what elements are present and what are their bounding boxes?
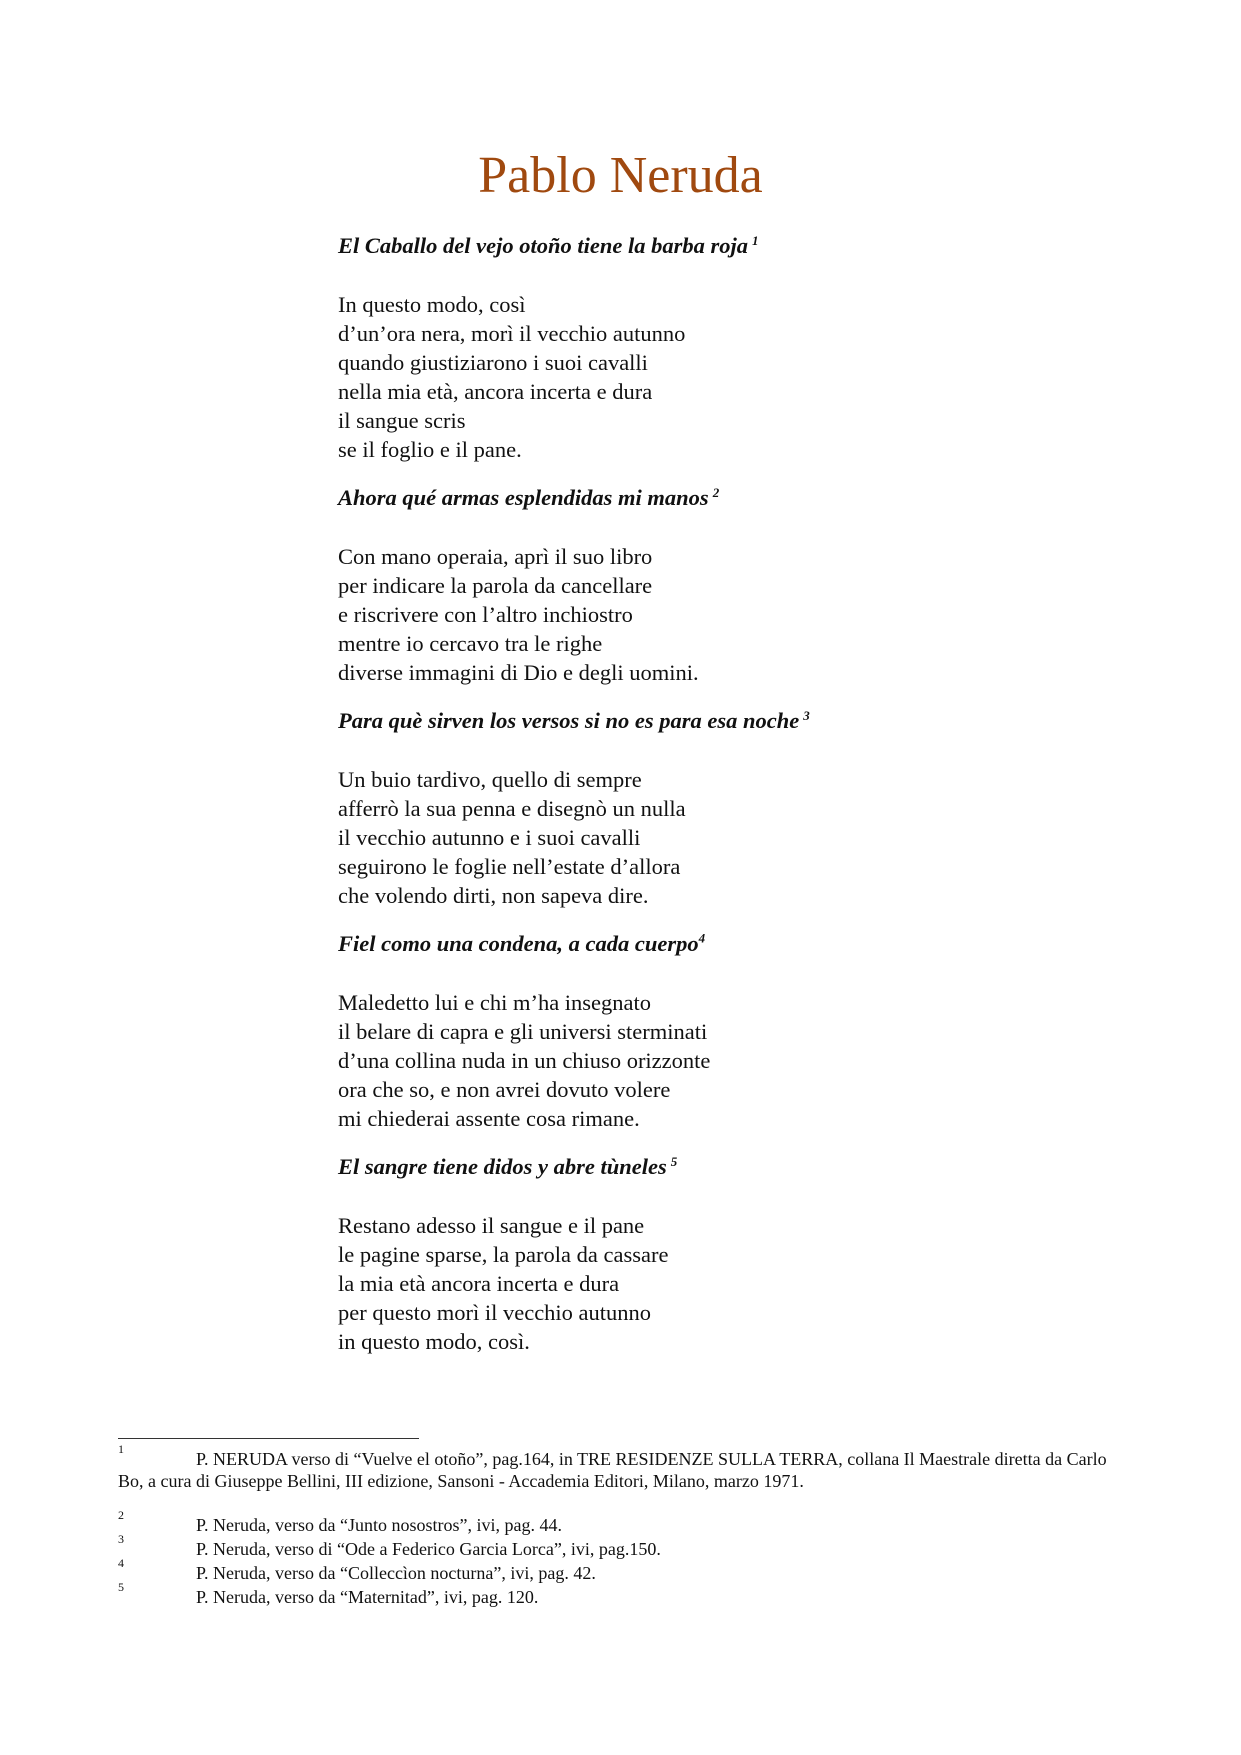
verse-line: d’una collina nuda in un chiuso orizzonte [338,1048,711,1073]
footnote-reference[interactable]: 3 [803,707,810,723]
verse-line: seguirono le foglie nell’estate d’allora [338,854,681,879]
verse-line: per indicare la parola da cancellare [338,573,653,598]
footnote-text: P. Neruda, verso da “Junto nosostros”, ivi, pag. 44. [196,1515,562,1535]
poem-section [338,707,1158,910]
stanza [338,988,1158,1133]
footnotes [118,1442,1118,1610]
section-heading-text: Ahora qué armas esplendidas mi manos [338,485,709,510]
footnote-number: 4 [118,1556,124,1570]
verse-line: nella mia età, ancora incerta e dura [338,379,653,404]
verse-line: il sangue scris [338,408,466,433]
section-heading-text: Para què sirven los versos si no es para esa noche [338,708,800,733]
verse-line: e riscrivere con l’altro inchiostro [338,602,633,627]
verse-line: d’un’ora nera, morì il vecchio autunno [338,321,686,346]
verse-line: che volendo dirti, non sapeva dire. [338,883,649,908]
footnote-number: 3 [118,1532,124,1546]
footnote [118,1508,1118,1538]
footnote-reference[interactable]: 1 [752,232,759,248]
verse-line: Un buio tardivo, quello di sempre [338,767,642,792]
stanza [338,542,1158,687]
verse-line: Con mano operaia, aprì il suo libro [338,544,653,569]
poem [338,232,1158,1356]
footnote-number: 5 [118,1580,124,1594]
footnote-number: 2 [118,1508,124,1522]
section-heading [338,930,1158,958]
verse-line: il vecchio autunno e i suoi cavalli [338,825,641,850]
footnote-reference[interactable]: 5 [670,1153,678,1169]
section-heading-text: Fiel como una condena, a cada cuerpo [338,931,699,956]
footnote-reference[interactable]: 2 [712,484,720,500]
section-heading [338,1153,1158,1181]
verse-line: le pagine sparse, la parola da cassare [338,1242,669,1267]
verse-line: afferrò la sua penna e disegnò un nulla [338,796,686,821]
section-heading [338,707,1158,735]
footnote [118,1556,1118,1586]
section-heading [338,484,1158,512]
poem-section [338,232,1158,464]
verse-line: In questo modo, così [338,292,526,317]
verse-line: diverse immagini di Dio e degli uomini. [338,660,699,685]
section-heading-text: El sangre tiene didos y abre tùneles [338,1154,667,1179]
poem-section [338,930,1158,1133]
footnote-number: 1 [118,1442,124,1456]
page-title: Pablo Neruda [478,147,763,204]
footnote-separator [118,1438,419,1439]
stanza [338,290,1158,464]
verse-line: in questo modo, così. [338,1329,530,1354]
footnote [118,1442,1118,1514]
footnote-text: P. Neruda, verso da “Maternitad”, ivi, pag. 120. [196,1587,539,1607]
verse-line: mi chiederai assente cosa rimane. [338,1106,640,1131]
footnote [118,1580,1118,1610]
footnote-reference[interactable]: 4 [698,930,706,946]
stanza [338,765,1158,910]
verse-line: Maledetto lui e chi m’ha insegnato [338,990,652,1015]
verse-line: quando giustiziarono i suoi cavalli [338,350,648,375]
verse-line: ora che so, e non avrei dovuto volere [338,1077,671,1102]
stanza [338,1211,1158,1356]
verse-line: il belare di capra e gli universi sterminati [338,1019,708,1044]
verse-line: mentre io cercavo tra le righe [338,631,603,656]
verse-line: la mia età ancora incerta e dura [338,1271,620,1296]
footnote-text: P. NERUDA verso di “Vuelve el otoño”, pag.164, in TRE RESIDENZE SULLA TERRA, collana Il Maestrale diretta da Carlo Bo, a cura di Giuseppe Bellini, III edizione, Sansoni - Accademia Editori, Milano, marzo 1971. [118,1449,1107,1491]
footnote-text: P. Neruda, verso da “Colleccìon nocturna”, ivi, pag. 42. [196,1563,596,1583]
section-heading-text: El Caballo del vejo otoño tiene la barba roja [338,233,748,258]
poem-section [338,1153,1158,1356]
poem-section [338,484,1158,687]
footnote-text: P. Neruda, verso di “Ode a Federico Garcia Lorca”, ivi, pag.150. [196,1539,661,1559]
verse-line: per questo morì il vecchio autunno [338,1300,652,1325]
verse-line: Restano adesso il sangue e il pane [338,1213,645,1238]
verse-line: se il foglio e il pane. [338,437,522,462]
section-heading [338,232,1158,260]
footnote [118,1532,1118,1562]
